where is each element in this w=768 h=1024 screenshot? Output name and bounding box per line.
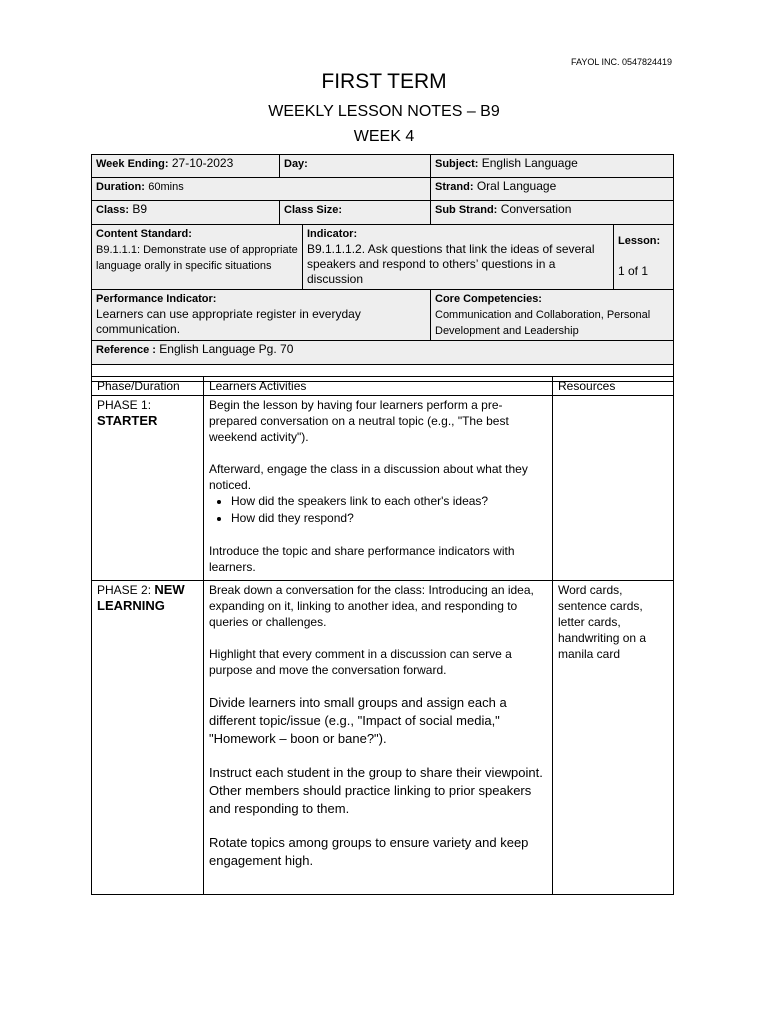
strand-value: Oral Language — [476, 179, 557, 193]
phase2-name-part1: NEW — [154, 582, 185, 597]
performance-indicator-label: Performance Indicator: — [96, 293, 217, 305]
reference-value: English Language Pg. 70 — [159, 342, 294, 356]
duration-label: Duration: — [96, 181, 145, 193]
phase1-cell — [92, 396, 204, 581]
lesson-header-table — [91, 154, 674, 382]
phase1-questions-list — [209, 493, 547, 527]
phase2-cell — [92, 581, 204, 895]
lesson-value: 1 of 1 — [618, 264, 649, 278]
subject-cell — [431, 155, 674, 178]
class-size-cell — [280, 201, 431, 225]
phase2-paragraph-1: Break down a conversation for the class: Introducing an idea, expanding on it, linking to another idea, and responding to queries or challenges. — [209, 583, 534, 629]
week-ending-label: Week Ending: — [96, 158, 169, 170]
lesson-activities-table — [91, 376, 674, 895]
phase1-paragraph-1: Begin the lesson by having four learners perform a pre-prepared conversation on a neutral topic (e.g., "The best weekend activity"). — [209, 398, 509, 444]
indicator-value: B9.1.1.1.2. Ask questions that link the ideas of several speakers and respond to others’ questions in a discussion — [307, 242, 595, 286]
phase2-paragraph-2: Highlight that every comment in a discussion can serve a purpose and move the conversation forward. — [209, 647, 512, 677]
publisher-contact: FAYOL INC. 0547824419 — [571, 57, 673, 67]
phase1-activities — [204, 396, 553, 581]
phase2-paragraph-4: Instruct each student in the group to share their viewpoint. Other members should practice linking to prior speakers and responding to them. — [209, 765, 543, 816]
duration-value: 60mins — [148, 181, 184, 193]
sub-strand-label: Sub Strand: — [435, 204, 498, 216]
list-item: • How did they respond? — [231, 510, 547, 527]
class-size-label: Class Size: — [284, 204, 343, 216]
class-value: B9 — [132, 202, 148, 216]
class-label: Class: — [96, 204, 130, 216]
lesson-notes-title: WEEKLY LESSON NOTES – B9 — [268, 103, 500, 120]
performance-indicator-cell — [92, 290, 431, 341]
duration-cell — [92, 178, 431, 201]
day-cell — [280, 155, 431, 178]
reference-cell — [92, 341, 674, 365]
day-label: Day: — [284, 158, 308, 170]
core-competencies-label: Core Competencies: — [435, 293, 542, 305]
core-competencies-cell — [431, 290, 674, 341]
reference-label: Reference : — [96, 344, 156, 356]
col-header-resources: Resources — [553, 377, 674, 396]
phase1-label: PHASE 1: — [97, 398, 152, 412]
phase2-resources: Word cards, sentence cards, letter cards, handwriting on a manila card — [553, 581, 674, 895]
content-standard-value: B9.1.1.1: Demonstrate use of appropriate language orally in specific situations — [96, 244, 298, 272]
phase1-paragraph-3: Introduce the topic and share performance indicators with learners. — [209, 544, 515, 574]
phase1-resources — [553, 396, 674, 581]
term-title: FIRST TERM — [321, 70, 447, 93]
phase1-paragraph-2: Afterward, engage the class in a discussion about what they noticed. — [209, 462, 528, 492]
phase2-name-part2: LEARNING — [97, 598, 165, 613]
phase1-name: STARTER — [97, 413, 158, 428]
sub-strand-cell — [431, 201, 674, 225]
strand-cell — [431, 178, 674, 201]
col-header-phase: Phase/Duration — [92, 377, 204, 396]
phase2-activities — [204, 581, 553, 895]
week-ending-value: 27-10-2023 — [171, 156, 234, 170]
content-standard-cell — [92, 225, 303, 290]
indicator-label: Indicator: — [307, 228, 358, 240]
strand-label: Strand: — [435, 181, 474, 193]
performance-indicator-value: Learners can use appropriate register in everyday communication. — [96, 307, 361, 336]
indicator-cell — [303, 225, 614, 290]
phase2-label: PHASE 2: — [97, 583, 152, 597]
sub-strand-value: Conversation — [500, 202, 572, 216]
week-ending-cell — [92, 155, 280, 178]
lesson-cell — [614, 225, 674, 290]
phase2-paragraph-5: Rotate topics among groups to ensure variety and keep engagement high. — [209, 835, 529, 868]
lesson-label: Lesson: — [618, 235, 661, 247]
week-title: WEEK 4 — [353, 128, 415, 145]
content-standard-label: Content Standard: — [96, 228, 192, 240]
core-competencies-value: Communication and Collaboration, Personal Development and Leadership — [435, 309, 651, 337]
phase2-heading — [97, 582, 198, 598]
subject-label: Subject: — [435, 158, 479, 170]
class-cell — [92, 201, 280, 225]
phase2-paragraph-3: Divide learners into small groups and assign each a different topic/issue (e.g., "Impact of social media," "Homework – boon or bane?"). — [209, 695, 507, 746]
subject-value: English Language — [481, 156, 578, 170]
list-item: • How did the speakers link to each other's ideas? — [231, 493, 547, 510]
col-header-activities: Learners Activities — [204, 377, 553, 396]
